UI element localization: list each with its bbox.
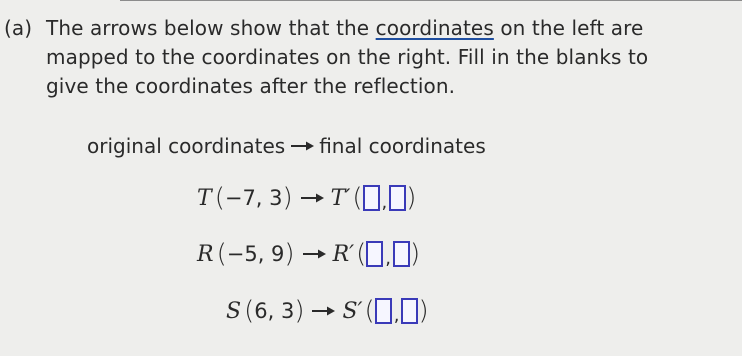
question-line-2: mapped to the coordinates on the right. Fill in the blanks to [46, 45, 649, 69]
open-paren: ( [356, 239, 367, 269]
right-arrow-icon [285, 140, 319, 152]
original-coordinates: 6, 3 [254, 299, 295, 323]
y-coordinate-input[interactable] [393, 241, 410, 267]
coordinates-link[interactable]: coordinates [375, 16, 494, 40]
original-coordinates: −5, 9 [226, 242, 285, 266]
open-paren: ( [352, 183, 363, 213]
close-paren: ) [410, 239, 421, 269]
original-coordinates: −7, 3 [224, 186, 283, 210]
x-coordinate-input[interactable] [375, 298, 392, 324]
y-coordinate-input[interactable] [389, 185, 406, 211]
image-point-label: T′ [330, 185, 351, 211]
image-point-label: R′ [332, 241, 355, 267]
mapping-row-s [226, 293, 429, 329]
right-arrow-icon [304, 305, 342, 317]
close-paren: ) [294, 296, 305, 326]
point-label: R [197, 241, 214, 267]
final-coordinates-label: final coordinates [319, 134, 486, 158]
open-paren: ( [244, 296, 255, 326]
x-coordinate-input[interactable] [366, 241, 383, 267]
comma: , [381, 191, 388, 213]
original-coordinates-label: original coordinates [87, 134, 286, 158]
mapping-row-r [197, 236, 420, 272]
question-text-end: on the left are [493, 16, 644, 40]
x-coordinate-input[interactable] [363, 185, 380, 211]
open-paren: ( [364, 296, 375, 326]
comma: , [385, 247, 392, 269]
mapping-header [87, 133, 486, 159]
open-paren: ( [216, 239, 227, 269]
y-coordinate-input[interactable] [401, 298, 418, 324]
comma: , [393, 304, 400, 326]
right-arrow-icon [295, 248, 333, 260]
question-line-1 [4, 14, 734, 43]
point-label: T [197, 185, 212, 211]
question-line-3: give the coordinates after the reflection. [46, 74, 456, 98]
open-paren: ( [214, 183, 225, 213]
close-paren: ) [406, 183, 417, 213]
close-paren: ) [284, 239, 295, 269]
image-point-label: S′ [342, 298, 363, 324]
close-paren: ) [418, 296, 429, 326]
top-divider [120, 0, 742, 1]
question-text-start: The arrows below show that the [46, 16, 376, 40]
mapping-row-t [197, 180, 416, 216]
right-arrow-icon [293, 192, 331, 204]
part-label: (a) [4, 16, 33, 40]
point-label: S [226, 298, 242, 324]
question-text [4, 14, 734, 101]
close-paren: ) [282, 183, 293, 213]
